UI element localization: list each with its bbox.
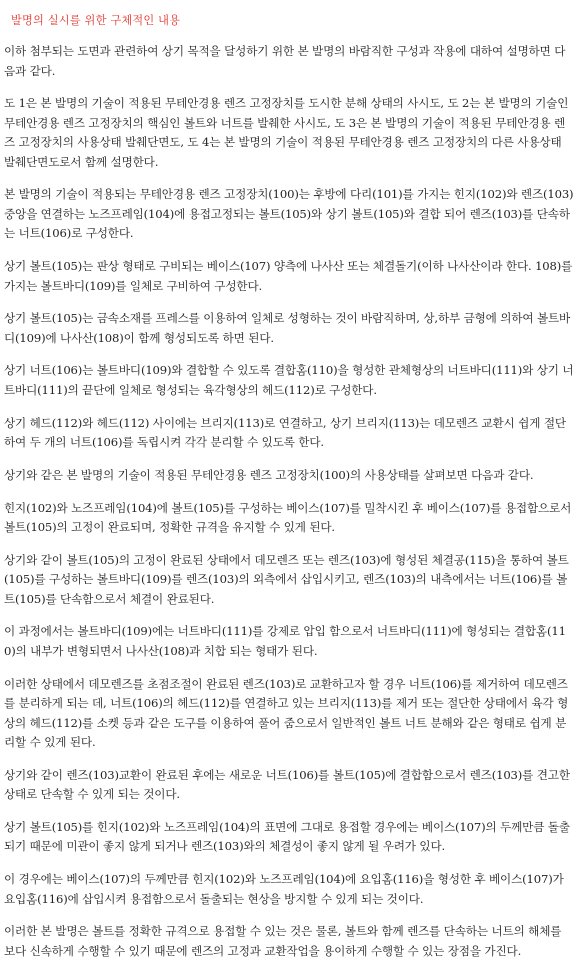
paragraph-2: 도 1은 본 발명의 기술이 적용된 무테안경용 렌즈 고정장치를 도시한 분해 상태의 사시도, 도 2는 본 발명의 기술인 무테안경용 렌즈 고정장치의 핵심인 볼트와 너트를 발췌한 사시도, 도 3은 본 발명의 기술이 적용된 무테안경용 렌즈 고정장치의 사용상태 발췌단면도, 도 4는 본 발명의 기술이 적용된 무테안경용 렌즈 고정장치의 다른 사용상태 발췌단면도로서 함께 설명한다. [4,96,569,169]
paragraph-5: 상기 볼트(105)는 금속소재를 프레스를 이용하여 일체로 성형하는 것이 바람직하며, 상,하부 금형에 의하여 볼트바디(109)에 나사산(108)이 함께 형성되도록 하면 된다. [4,311,571,345]
section-heading: 발명의 실시를 위한 구체적인 내용 [11,14,181,27]
paragraph-11: 이 과정에서는 볼트바디(109)에는 너트바디(111)를 강제로 압입 함으로서 너트바디(111)에 형성되는 결합홈(110)의 내부가 변형되면서 나사산(108)과 치합 되는 형태가 된다. [4,624,566,658]
paragraph-15: 이 경우에는 베이스(107)의 두께만큼 힌지(102)와 노즈프레임(104)에 요입홈(116)을 형성한 후 베이스(107)가 요입홈(116)에 삽입시켜 용접함으로서 돌출되는 현상을 방지할 수 있게 되는 것이다. [4,872,564,906]
paragraph-8: 상기와 같은 본 발명의 기술이 적용된 무테안경용 렌즈 고정장치(100)의 사용상태를 살펴보면 다음과 같다. [4,467,534,482]
paragraph-1: 이하 첨부되는 도면과 관련하여 상기 목적을 달성하기 위한 본 발명의 바람직한 구성과 작용에 대하여 설명하면 다음과 같다. [4,44,566,78]
paragraph-13: 상기와 같이 렌즈(103)교환이 완료된 후에는 새로운 너트(106)를 볼트(105)에 결합함으로서 렌즈(103)를 견고한 상태로 단속할 수 있게 되는 것이다. [4,767,570,802]
paragraph-16: 이러한 본 발명은 볼트를 정확한 규격으로 용접할 수 있는 것은 물론, 볼트와 함께 렌즈를 단속하는 너트의 해체를 보다 신속하게 수행할 수 있기 때문에 렌즈의 고정과 교환작업을 용이하게 수행할 수 있는 장점을 가진다. [4,924,562,958]
paragraph-14: 상기 볼트(105)를 힌지(102)와 노즈프레임(104)의 표면에 그대로 용접할 경우에는 베이스(107)의 두께만큼 돌출되기 때문에 미관이 좋지 않게 되거나 렌즈(103)와의 체결성이 좋지 않게 될 우려가 있다. [4,819,570,854]
paragraph-3: 본 발명의 기술이 적용되는 무테안경용 렌즈 고정장치(100)는 후방에 다리(101)를 가지는 힌지(102)와 렌즈(103) 중앙을 연결하는 노즈프레임(104)에 용접고정되는 볼트(105)와 상기 볼트(105)와 결합 되어 렌즈(103)를 단속하는 너트(106)로 구성한다. [4,187,574,241]
paragraph-9: 힌지(102)와 노즈프레임(104)에 볼트(105)를 구성하는 베이스(107)를 밀착시킨 후 베이스(107)를 용접함으로서 볼트(105)의 고정이 완료되며, 정확한 규격을 유지할 수 있게 된다. [4,500,572,534]
paragraph-12: 이러한 상태에서 데모렌즈를 초점조절이 완료된 렌즈(103)로 교환하고자 할 경우 너트(106)를 제거하여 데모렌즈를 분리하게 되는 데, 너트(106)의 헤드(112)를 연결하고 있는 브리지(113)를 제거 또는 절단한 상태에서 육각 형상의 헤드(112)를 소켓 등과 같은 도구를 이용하여 풀어 줌으로서 일반적인 볼트 너트 분해와 같은 형태로 쉽게 분리할 수 있게 된다. [4,676,569,750]
paragraph-10: 상기와 같이 볼트(105)의 고정이 완료된 상태에서 데모렌즈 또는 렌즈(103)에 형성된 체결공(115)을 통하여 볼트(105)를 구성하는 볼트바디(109)를 렌즈(103)의 외측에서 삽입시키고, 렌즈(103)의 내측에서는 너트(106)를 볼트(105)를 단속함으로서 체결이 완료된다. [4,552,569,606]
paragraph-6: 상기 너트(106)는 볼트바디(109)와 결합할 수 있도록 결합홈(110)을 형성한 관체형상의 너트바디(111)와 상기 너트바디(111)의 끝단에 일체로 형성되는 육각형상의 헤드(112)로 구성한다. [4,363,574,397]
paragraph-7: 상기 헤드(112)와 헤드(112) 사이에는 브리지(113)로 연결하고, 상기 브리지(113)는 데모렌즈 교환시 쉽게 절단하여 두 개의 너트(106)를 독립시켜 각각 분리할 수 있도록 한다. [4,415,566,450]
document-body [4,12,574,975]
paragraph-4: 상기 볼트(105)는 판상 형태로 구비되는 베이스(107) 양측에 나사산 또는 체결돌기(이하 나사산이라 한다. 108)를 가지는 볼트바디(109)를 일체로 구비하여 구성한다. [4,259,573,293]
